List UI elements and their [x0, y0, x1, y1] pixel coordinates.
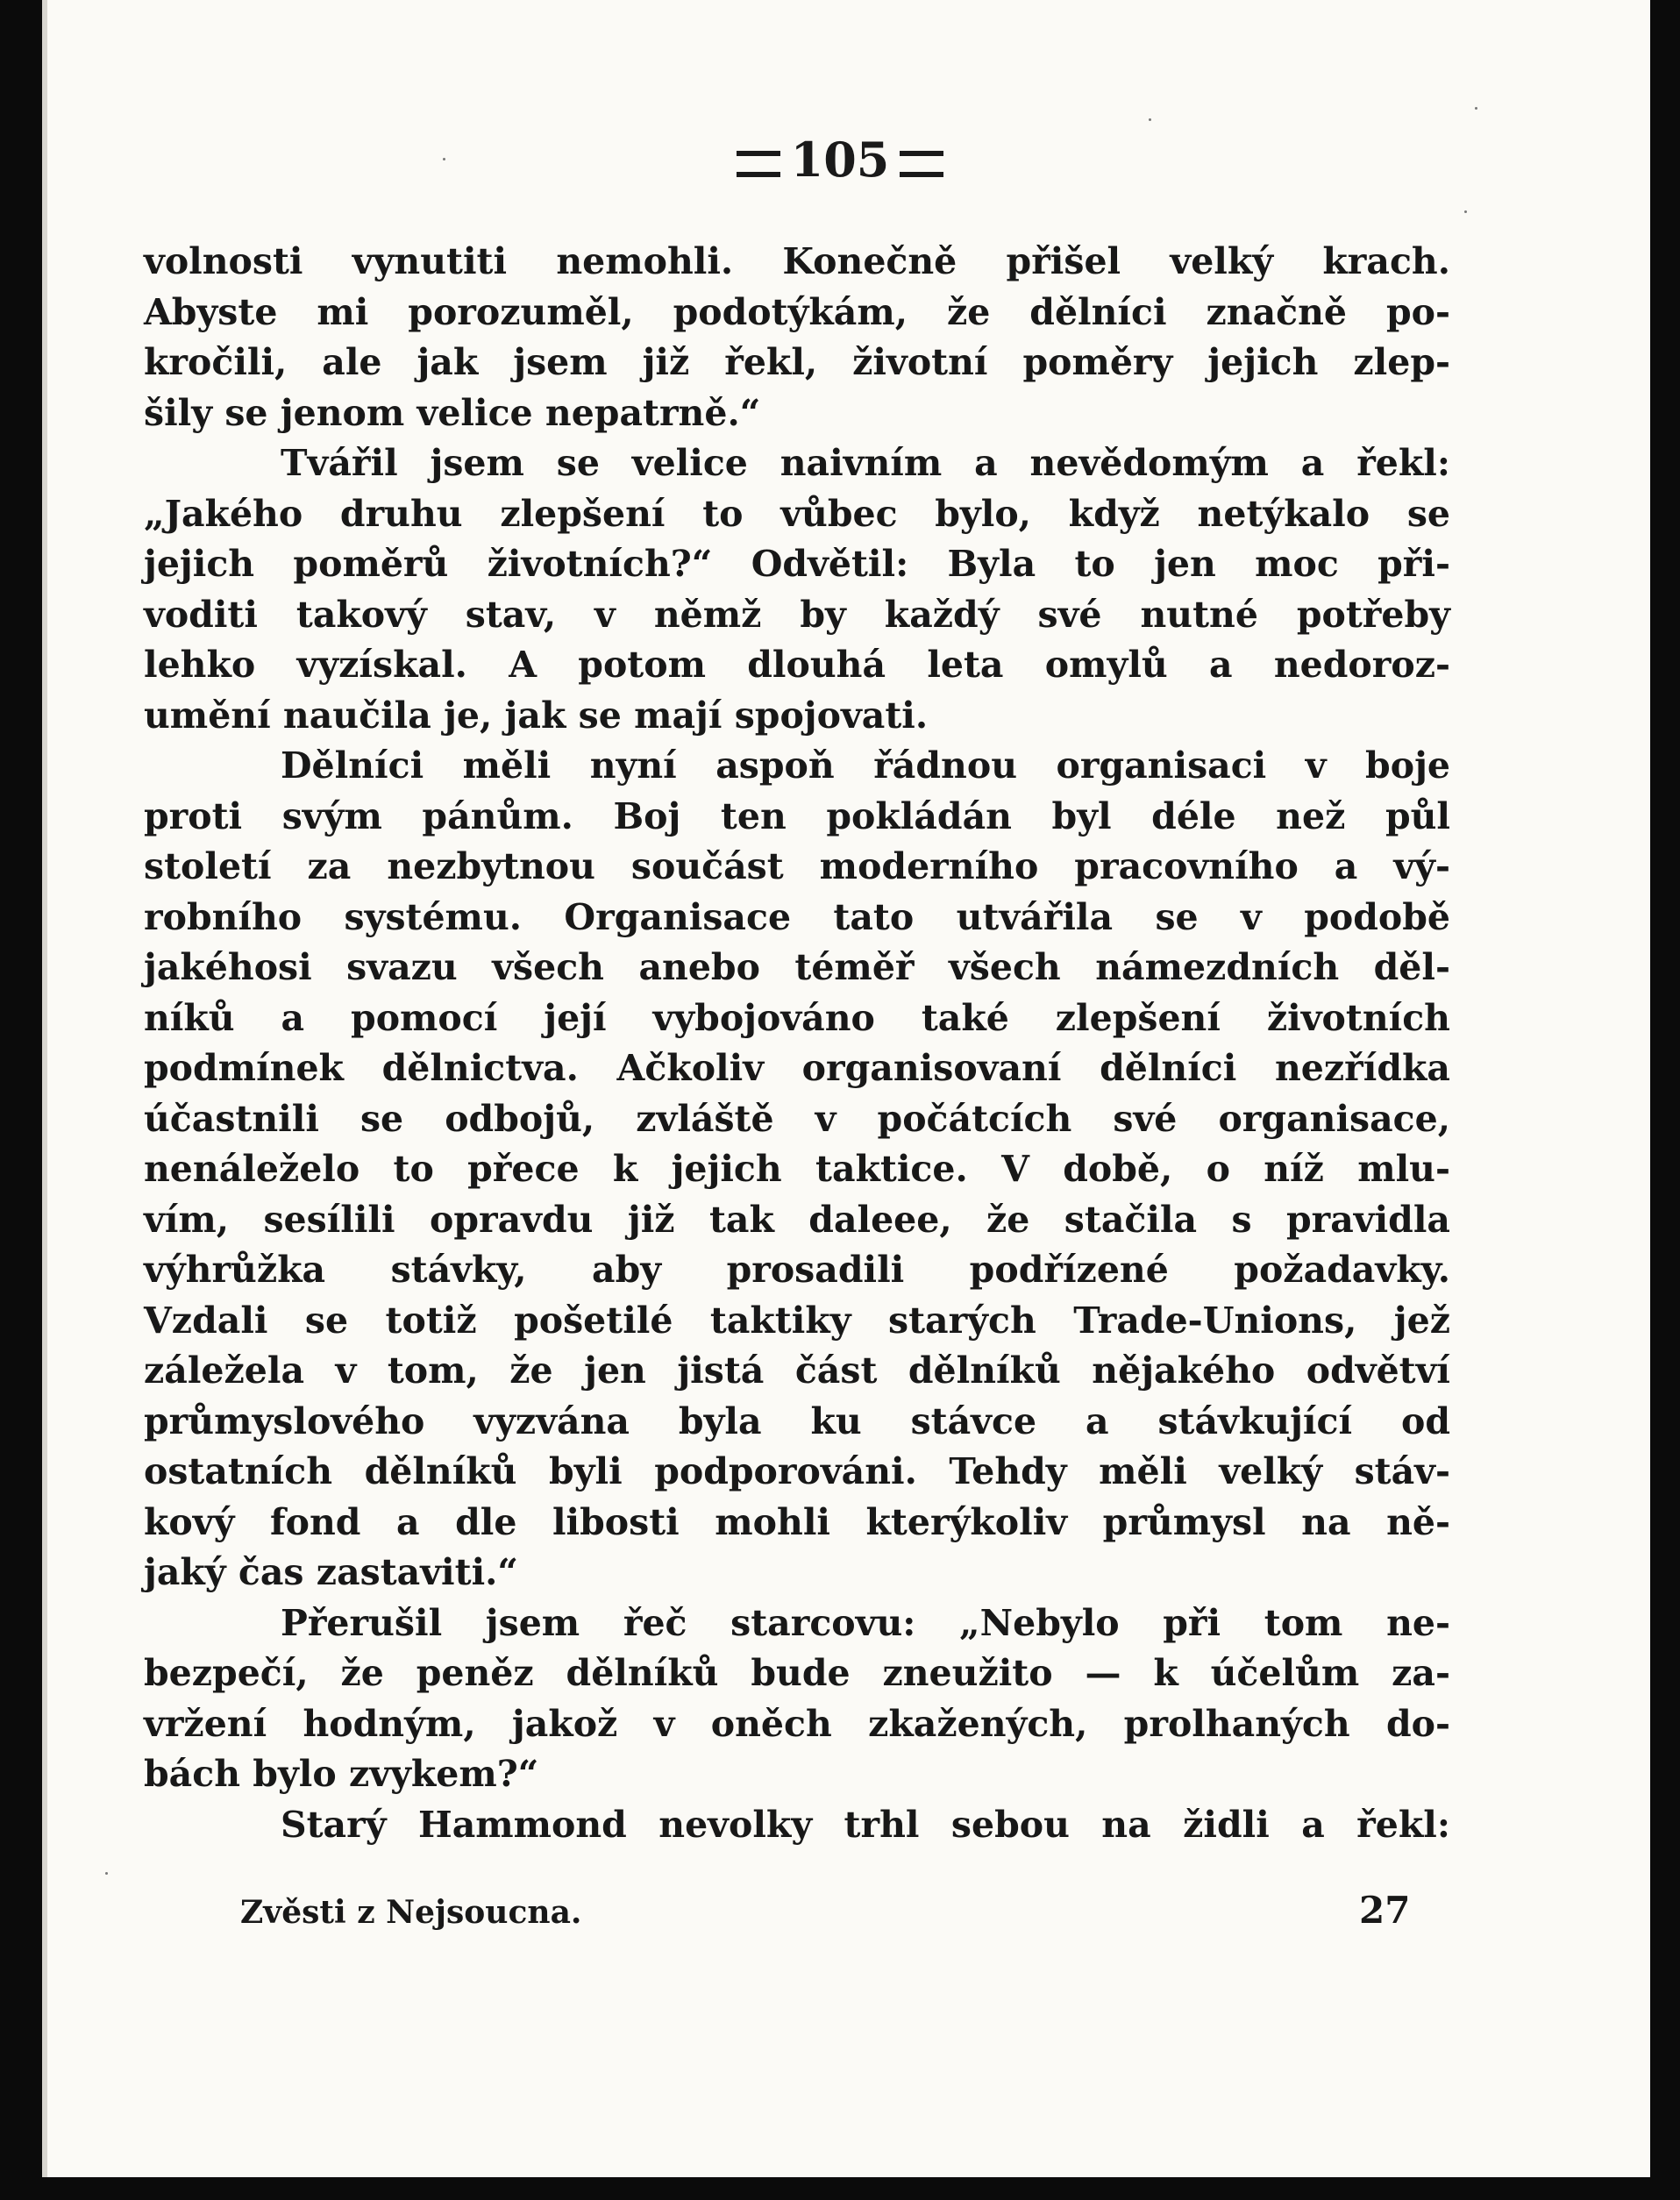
page-header [0, 132, 1680, 188]
text-line: vržení hodným, jakož v oněch zkažených, prolhaných do- [144, 1702, 1450, 1745]
footer-book-title: Zvěsti z Nejsoucna. [240, 1894, 582, 1931]
scan-speck [1475, 107, 1477, 110]
text-line: voditi takový stav, v němž by každý své nutné potřeby [144, 593, 1450, 636]
text-line: výhrůžka stávky, aby prosadili podřízené požadavky. [144, 1249, 1450, 1291]
text-line: lehko vyzískal. A potom dlouhá leta omylů a nedoroz- [144, 644, 1450, 686]
text-line: Dělníci měli nyní aspoň řádnou organisaci v boje [281, 744, 1450, 787]
text-line: šily se jenom velice nepatrně.“ [144, 391, 761, 434]
text-line: záležela v tom, že jen jistá část dělníků nějakého odvětví [144, 1349, 1450, 1392]
text-line: proti svým pánům. Boj ten pokládán byl déle než půl [144, 794, 1450, 837]
text-line: účastnili se odbojů, zvláště v počátcích své organisace, [144, 1097, 1450, 1140]
text-line: Tvářil jsem se velice naivním a nevědomým a řekl: [281, 442, 1450, 484]
footer-signature-number: 27 [1359, 1889, 1411, 1932]
text-line: ostatních dělníků byli podporováni. Tehdy měli velký stáv- [144, 1450, 1450, 1492]
text-line: Přerušil jsem řeč starcovu: „Nebylo při tom ne- [281, 1601, 1450, 1644]
text-line: níků a pomocí její vybojováno také zlepšení životních [144, 996, 1450, 1039]
text-line: nenáleželo to přece k jejich taktice. V době, o níž mlu- [144, 1148, 1450, 1190]
body-text [144, 237, 1450, 1850]
scan-speck [1149, 118, 1151, 121]
text-line: bezpečí, že peněz dělníků bude zneužito — k účelům za- [144, 1652, 1450, 1694]
text-line: kový fond a dle libosti mohli kterýkoliv průmysl na ně- [144, 1500, 1450, 1543]
ornament-right-icon [900, 151, 943, 177]
page-number: 105 [790, 132, 890, 188]
scan-speck [1464, 210, 1467, 213]
scan-speck [105, 1872, 108, 1875]
text-line: Abyste mi porozuměl, podotýkám, že dělníci značně po- [144, 290, 1450, 333]
text-line: robního systému. Organisace tato utvářila se v podobě [144, 895, 1450, 938]
text-line: vím, sesílili opravdu již tak daleee, že stačila s pravidla [144, 1198, 1450, 1241]
text-line: století za nezbytnou součást moderního pracovního a vý- [144, 845, 1450, 887]
ornament-left-icon [737, 151, 780, 177]
text-line: jaký čas zastaviti.“ [144, 1551, 518, 1593]
text-line: jejich poměrů životních?“ Odvětil: Byla to jen moc při- [144, 543, 1450, 585]
text-line: kročili, ale jak jsem již řekl, životní poměry jejich zlep- [144, 341, 1450, 383]
text-line: „Jakého druhu zlepšení to vůbec bylo, když netýkalo se [144, 492, 1450, 535]
text-line: průmyslového vyzvána byla ku stávce a stávkující od [144, 1399, 1450, 1442]
text-line: volnosti vynutiti nemohli. Konečně přišel velký krach. [144, 240, 1450, 282]
scan-border-bottom [0, 2177, 1680, 2200]
scan-border-left-edge [42, 0, 47, 2200]
text-line: Starý Hammond nevolky trhl sebou na židli a řekl: [281, 1803, 1450, 1846]
scan-border-left [0, 0, 42, 2200]
scan-border-right [1650, 0, 1680, 2200]
text-line: bách bylo zvykem?“ [144, 1753, 539, 1795]
text-line: Vzdali se totiž pošetilé taktiky starých Trade-Unions, jež [144, 1299, 1450, 1342]
text-line: umění naučila je, jak se mají spojovati. [144, 694, 929, 737]
text-line: podmínek dělnictva. Ačkoliv organisovaní dělníci nezřídka [144, 1047, 1450, 1089]
text-line: jakéhosi svazu všech anebo téměř všech námezdních děl- [144, 946, 1450, 988]
